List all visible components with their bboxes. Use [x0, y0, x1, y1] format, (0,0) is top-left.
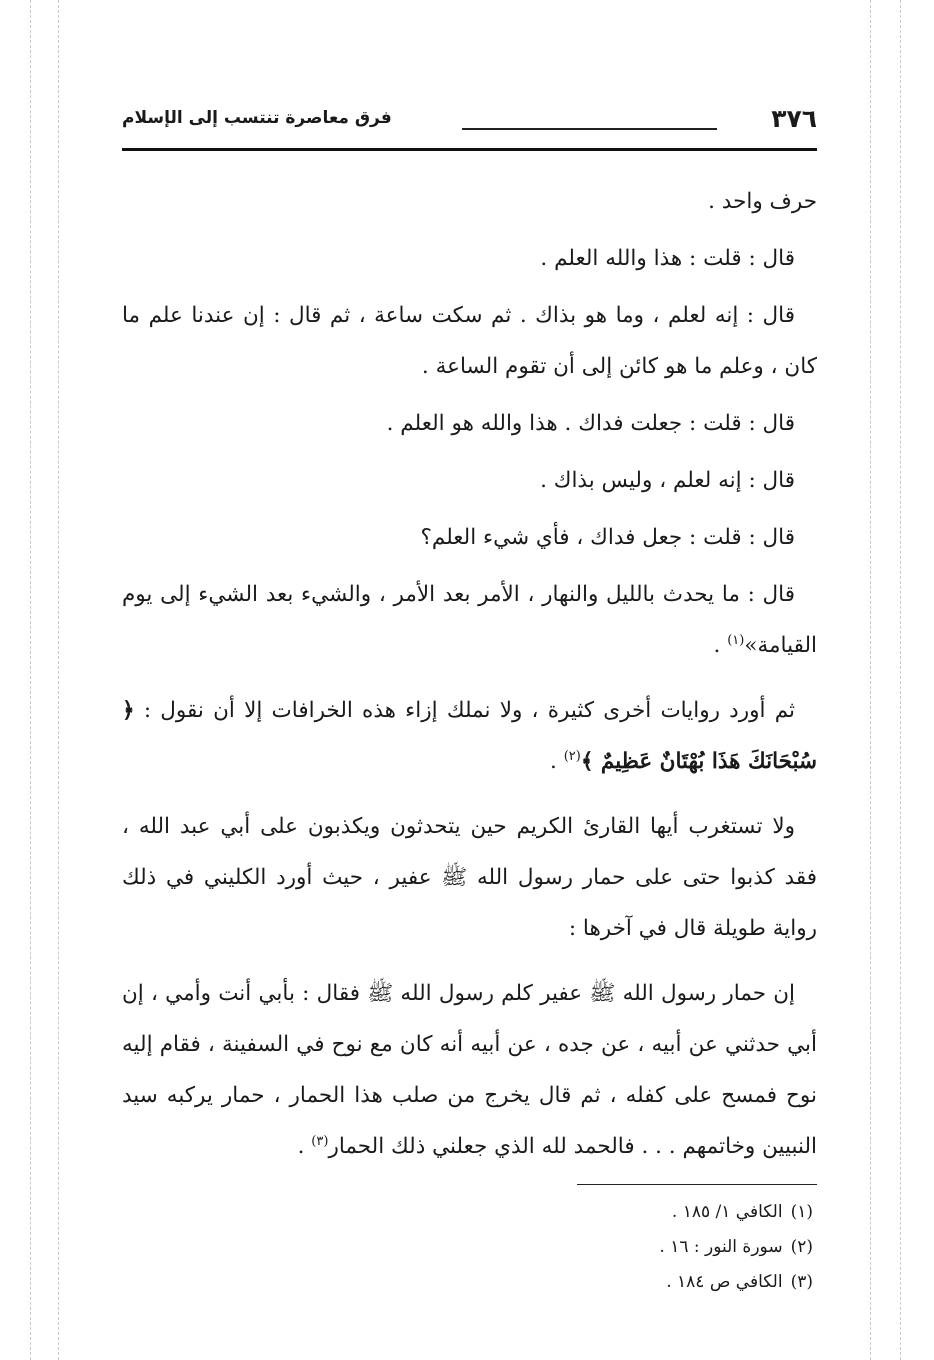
margin-guide-left-outer: [30, 0, 31, 1360]
footnote-text: الكافي ص ١٨٤ .: [666, 1272, 783, 1292]
paragraph-end: .: [297, 1134, 312, 1159]
footnotes: [122, 1195, 813, 1300]
running-header: [122, 100, 817, 150]
footnote-text: الكافي ١/ ١٨٥ .: [671, 1202, 783, 1222]
margin-guide-right-inner: [870, 0, 871, 1360]
paragraph: [122, 968, 817, 1172]
footnote-item: [122, 1195, 813, 1230]
paragraph-end: .: [550, 749, 564, 774]
running-title: فرق معاصرة تنتسب إلى الإسلام: [122, 108, 392, 128]
header-rule: [462, 128, 717, 130]
paragraph: قال : إنه لعلم ، وما هو بذاك . ثم سكت ساعة ، ثم قال : إن عندنا علم ما كان ، وعلم ما هو كائن إلى أن تقوم الساعة .: [122, 303, 817, 379]
quran-verse: ﴿ سُبْحَانَكَ هَذَا بُهْتَانٌ عَظِيمٌ ﴾: [122, 698, 817, 774]
footnote-number: (١): [790, 1202, 813, 1222]
margin-guide-right-outer: [900, 0, 901, 1360]
paragraph: قال : قلت : جعل فداك ، فأي شيء العلم؟: [420, 525, 795, 550]
footnote-ref-1[interactable]: (١): [727, 632, 745, 648]
page-number: ٣٧٦: [771, 104, 817, 133]
paragraph: حرف واحد .: [708, 189, 817, 214]
paragraph: قال : قلت : هذا والله العلم .: [540, 246, 795, 271]
paragraph: قال : إنه لعلم ، وليس بذاك .: [540, 468, 795, 493]
footnote-ref-2[interactable]: (٢): [563, 748, 581, 764]
footnote-item: [122, 1265, 813, 1300]
footnote-separator: [577, 1184, 817, 1185]
footnote-number: (٣): [790, 1272, 813, 1292]
paragraph-text: إن حمار رسول الله ﷺ عفير كلم رسول الله ﷺ فقال : بأبي أنت وأمي ، إن أبي حدثني عن أبيه ، عن جده ، عن أبيه أنه كان مع نوح في السفينة ، فقام إليه نوح فمسح على كفله ، ثم قال يخرج من صلب هذا الحمار ، حمار يركبه سيد النبيين وخاتمهم . . . فالحمد لله الذي جعلني ذلك الحمار: [122, 981, 817, 1159]
margin-guide-left-inner: [58, 0, 59, 1360]
header-main-rule: [122, 148, 817, 151]
footnote-item: [122, 1230, 813, 1265]
book-page: [122, 100, 817, 1292]
paragraph-end: .: [713, 633, 728, 658]
paragraph: قال : قلت : جعلت فداك . هذا والله هو العلم .: [386, 411, 795, 436]
paragraph: [122, 685, 817, 787]
footnote-text: سورة النور : ١٦ .: [659, 1237, 783, 1257]
paragraph: ولا تستغرب أيها القارئ الكريم حين يتحدثون ويكذبون على أبي عبد الله ، فقد كذبوا حتى على حمار رسول الله ﷺ عفير ، حيث أورد الكليني في ذلك رواية طويلة قال في آخرها :: [122, 814, 817, 941]
paragraph-text: قال : ما يحدث بالليل والنهار ، الأمر بعد الأمر ، والشيء بعد الشيء إلى يوم القيامة»: [122, 582, 817, 658]
footnote-number: (٢): [790, 1237, 813, 1257]
paragraph-text: ثم أورد روايات أخرى كثيرة ، ولا نملك إزاء هذه الخرافات إلا أن نقول :: [134, 698, 795, 723]
footnote-ref-3[interactable]: (٣): [311, 1133, 329, 1149]
main-text: [122, 176, 817, 1172]
paragraph: [122, 569, 817, 671]
